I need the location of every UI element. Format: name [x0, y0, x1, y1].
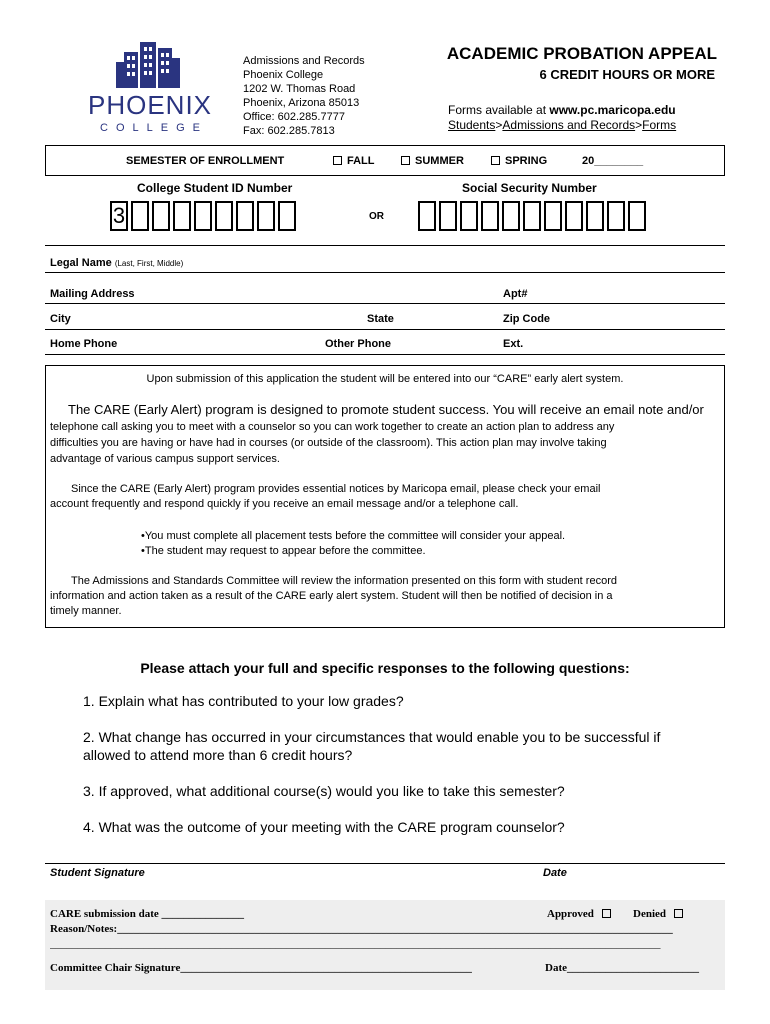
- committee-paragraph-line: timely manner.: [50, 605, 122, 617]
- care-paragraph-line: The CARE (Early Alert) program is designed to promote student success. You will receive an email note and/or: [68, 402, 704, 417]
- ssn-digit-box[interactable]: [607, 201, 625, 231]
- home-phone-field[interactable]: Home Phone: [50, 338, 118, 350]
- ssn-digit-box[interactable]: [481, 201, 499, 231]
- or-label: OR: [369, 211, 384, 222]
- address-line: Phoenix, Arizona 85013: [243, 97, 360, 109]
- questions-heading: Please attach your full and specific responses to the following questions:: [140, 660, 630, 676]
- committee-paragraph-line: information and action taken as a result of the CARE early alert system. Student will then be notified of decision in a: [50, 590, 613, 602]
- state-field[interactable]: State: [367, 313, 394, 325]
- care-bullet: •The student may request to appear before the committee.: [141, 545, 426, 557]
- approved-option[interactable]: Approved: [547, 908, 616, 920]
- divider: [45, 329, 725, 330]
- address-line: Admissions and Records: [243, 55, 365, 67]
- form-subtitle: 6 CREDIT HOURS OR MORE: [539, 67, 715, 82]
- reason-notes-field[interactable]: Reason/Notes:_____________________________________________________________________________________________________: [50, 923, 673, 935]
- forms-url[interactable]: www.pc.maricopa.edu: [549, 103, 676, 117]
- id-digit-box[interactable]: [152, 201, 170, 231]
- spring-checkbox[interactable]: [491, 156, 500, 165]
- office-address: [243, 54, 365, 138]
- signature-line: [45, 863, 725, 864]
- ssn-digit-box[interactable]: [418, 201, 436, 231]
- question-3: 3. If approved, what additional course(s) would you like to take this semester?: [83, 783, 565, 799]
- link-students[interactable]: Students: [448, 118, 496, 132]
- mailing-address-field[interactable]: Mailing Address: [50, 288, 135, 300]
- ssn-boxes[interactable]: [418, 201, 646, 231]
- form-title: ACADEMIC PROBATION APPEAL: [446, 44, 717, 63]
- legal-name-field[interactable]: Legal Name (Last, First, Middle): [50, 257, 184, 269]
- link-admissions[interactable]: Admissions and Records: [502, 118, 636, 132]
- id-digit-box[interactable]: [236, 201, 254, 231]
- student-id-boxes[interactable]: [110, 201, 296, 231]
- phoenix-college-logo: [86, 38, 214, 136]
- building-logo-icon: [86, 38, 214, 90]
- denied-checkbox[interactable]: [674, 909, 683, 918]
- question-2: 2. What change has occurred in your circumstances that would enable you to be successful if: [83, 729, 661, 745]
- notes-blank-line[interactable]: _______________________________________________________________________________________________________________: [50, 938, 661, 950]
- committee-date[interactable]: Date________________________: [545, 962, 699, 974]
- student-signature-label[interactable]: Student Signature: [50, 867, 145, 879]
- divider: [45, 303, 725, 304]
- forms-available: [448, 103, 676, 117]
- care-paragraph-line: Since the CARE (Early Alert) program provides essential notices by Maricopa email, please check your email: [71, 483, 601, 495]
- forms-prefix: Forms available at: [448, 103, 550, 117]
- care-paragraph-line: difficulties you are having or have had in courses (or outside of the classroom). This action plan may involve taking: [50, 437, 607, 449]
- ssn-digit-box[interactable]: [439, 201, 457, 231]
- divider: [45, 272, 725, 273]
- divider: [45, 354, 725, 355]
- year-field[interactable]: 20________: [582, 155, 644, 167]
- fall-checkbox[interactable]: [333, 156, 342, 165]
- approved-checkbox[interactable]: [602, 909, 611, 918]
- committee-paragraph-line: The Admissions and Standards Committee will review the information presented on this form with student record: [71, 575, 617, 587]
- question-2-continued: allowed to attend more than 6 credit hours?: [83, 747, 353, 763]
- logo-word: PHOENIX: [87, 90, 213, 120]
- forms-breadcrumb: [448, 118, 676, 132]
- summer-option[interactable]: SUMMER: [401, 155, 464, 167]
- fall-option[interactable]: FALL: [333, 155, 375, 167]
- ssn-digit-box[interactable]: [565, 201, 583, 231]
- breadcrumb-separator: >: [635, 118, 643, 132]
- id-digit-box[interactable]: [257, 201, 275, 231]
- id-digit-box[interactable]: [131, 201, 149, 231]
- care-paragraph-line: telephone call asking you to meet with a counselor so you can work together to create an action plan to address any: [50, 421, 615, 433]
- address-line: Fax: 602.285.7813: [243, 125, 335, 137]
- care-bullet: •You must complete all placement tests before the committee will consider your appeal.: [141, 530, 566, 542]
- spring-option[interactable]: SPRING: [491, 155, 547, 167]
- signature-date-label[interactable]: Date: [543, 867, 567, 879]
- divider: [45, 245, 725, 246]
- id-digit-box[interactable]: [173, 201, 191, 231]
- ssn-digit-box[interactable]: [523, 201, 541, 231]
- apt-field[interactable]: Apt#: [503, 288, 528, 300]
- id-digit-box[interactable]: [194, 201, 212, 231]
- semester-label: SEMESTER OF ENROLLMENT: [126, 155, 285, 167]
- denied-option[interactable]: Denied: [633, 908, 688, 920]
- ssn-label: Social Security Number: [462, 181, 597, 195]
- ssn-digit-box[interactable]: [628, 201, 646, 231]
- legal-name-hint: (Last, First, Middle): [114, 259, 184, 268]
- committee-chair-signature[interactable]: Committee Chair Signature_____________________________________________________: [50, 962, 472, 974]
- question-1: 1. Explain what has contributed to your low grades?: [83, 693, 404, 709]
- ssn-digit-box[interactable]: [544, 201, 562, 231]
- city-field[interactable]: City: [50, 313, 71, 325]
- ext-field[interactable]: Ext.: [503, 338, 524, 350]
- breadcrumb-separator: >: [495, 118, 503, 132]
- care-paragraph-line: account frequently and respond quickly if you receive an email message and/or a telephone call.: [50, 498, 519, 510]
- ssn-digit-box[interactable]: [586, 201, 604, 231]
- care-submission-date[interactable]: CARE submission date _______________: [50, 908, 245, 920]
- care-info-box: [45, 365, 725, 628]
- student-id-label: College Student ID Number: [137, 181, 293, 195]
- zip-field[interactable]: Zip Code: [503, 313, 551, 325]
- logo-college: COLLEGE: [100, 122, 208, 134]
- id-digit-box[interactable]: [215, 201, 233, 231]
- id-digit-box[interactable]: [278, 201, 296, 231]
- link-forms[interactable]: Forms: [642, 118, 677, 132]
- other-phone-field[interactable]: Other Phone: [325, 338, 392, 350]
- ssn-digit-box[interactable]: [460, 201, 478, 231]
- ssn-digit-box[interactable]: [502, 201, 520, 231]
- care-paragraph-line: advantage of various campus support services.: [50, 453, 280, 465]
- address-line: Phoenix College: [243, 69, 324, 81]
- question-4: 4. What was the outcome of your meeting with the CARE program counselor?: [83, 819, 565, 835]
- address-line: Office: 602.285.7777: [243, 111, 345, 123]
- id-digit-box[interactable]: 3: [110, 201, 128, 231]
- address-line: 1202 W. Thomas Road: [243, 83, 356, 95]
- care-intro: Upon submission of this application the student will be entered into our “CARE” early alert system.: [146, 373, 624, 385]
- semester-row: [45, 145, 725, 176]
- summer-checkbox[interactable]: [401, 156, 410, 165]
